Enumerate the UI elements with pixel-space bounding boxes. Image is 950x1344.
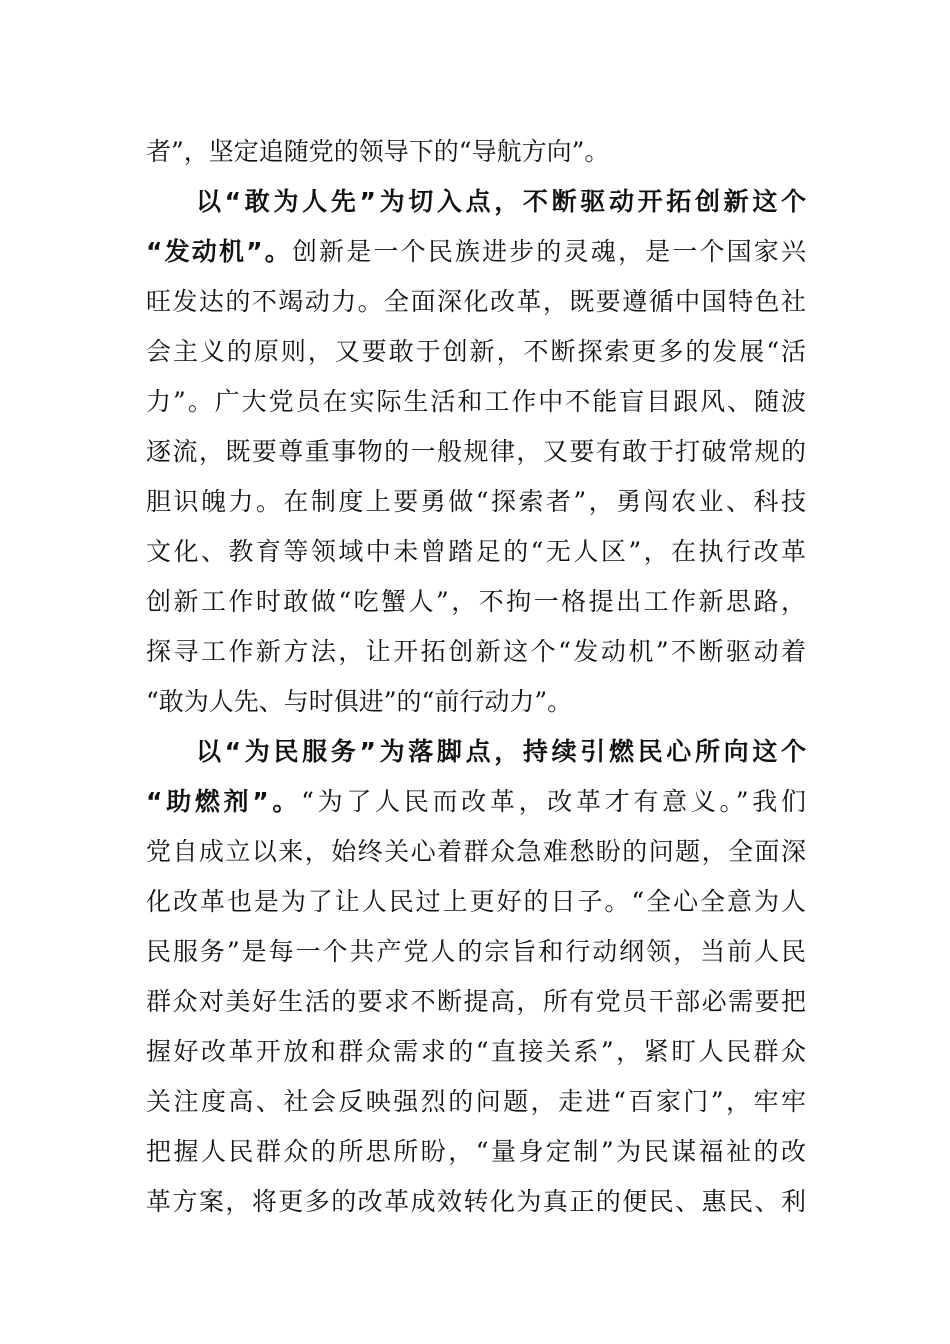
text-line: 会主义的原则，又要敢于创新，不断探索更多的发展“活 [146, 337, 806, 366]
text-line: 力”。广大党员在实际生活和工作中不能盲目跟风、随波 [146, 387, 806, 416]
text-line: 党自成立以来，始终关心着群众急难愁盼的问题，全面深 [146, 837, 806, 866]
heading-fragment: “助燃剂”。 [146, 787, 302, 816]
text-line: 关注度高、社会反映强烈的问题，走进“百家门”，牢牢 [146, 1087, 806, 1116]
text-line: 群众对美好生活的要求不断提高，所有党员干部必需要把 [146, 987, 806, 1016]
text-line: 把握人民群众的所思所盼，“量身定制”为民谋福祉的改 [146, 1137, 806, 1166]
text-line: 民服务”是每一个共产党人的宗旨和行动纲领，当前人民 [146, 937, 806, 966]
text-line: 化改革也是为了让人民过上更好的日子。“全心全意为人 [146, 887, 806, 916]
text-line: 胆识魄力。在制度上要勇做“探索者”，勇闯农业、科技 [146, 487, 806, 516]
text-line: 创新工作时敢做“吃蟹人”，不拘一格提出工作新思路， [146, 587, 806, 616]
text-line [146, 235, 806, 269]
text-line [146, 785, 806, 819]
text-line: 者”，坚定追随党的领导下的“导航方向”。 [146, 137, 610, 166]
heading-fragment: “发动机”。 [146, 237, 292, 266]
text-line: 革方案，将更多的改革成效转化为真正的便民、惠民、利 [146, 1187, 806, 1216]
text-line: 逐流，既要尊重事物的一般规律，又要有敢于打破常规的 [146, 437, 806, 466]
heading-line: 以“为民服务”为落脚点，持续引燃民心所向这个 [196, 737, 806, 766]
text-line: 握好改革开放和群众需求的“直接关系”，紧盯人民群众 [146, 1037, 806, 1066]
text-line: 旺发达的不竭动力。全面深化改革，既要遵循中国特色社 [146, 287, 806, 316]
text-line: 探寻工作新方法，让开拓创新这个“发动机”不断驱动着 [146, 637, 806, 666]
heading-line: 以“敢为人先”为切入点，不断驱动开拓创新这个 [196, 187, 806, 216]
text-line: “敢为人先、与时俱进”的“前行动力”。 [146, 687, 573, 716]
text-fragment: “为了人民而改革，改革才有意义。”我们 [301, 787, 806, 816]
text-fragment: 创新是一个民族进步的灵魂，是一个国家兴 [291, 237, 806, 266]
text-line: 文化、教育等领域中未曾踏足的“无人区”，在执行改革 [146, 537, 806, 566]
